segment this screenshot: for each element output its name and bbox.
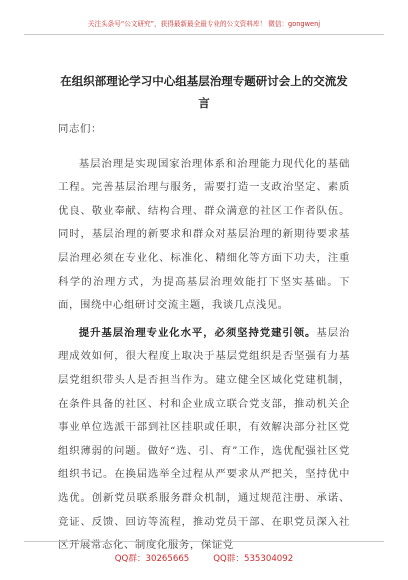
footer <box>24 541 384 564</box>
salutation: 同志们： <box>58 123 102 135</box>
paragraph-heading: 提升基层治理专业化水平，必须坚持党建引领。 <box>78 326 317 339</box>
paragraph-intro-text: 基层治理是实现国家治理体系和治理能力现代化的基础工程。完善基层治理与服务，需要打造一支政治坚定、素质优良、敬业奉献、结构合理、群众满意的社区工作者队伍。同时，基层治理的新要求和群众对基层治理的新期待要求基层治理必须在专业化、标准化、精细化等方面下功夫，注重科学的治理方式，为提高基层治理效能打下坚实基础。下面，围绕中心组研讨交流主题，我谈几点浅见。 <box>58 157 350 312</box>
footer-qq-group-2: QQ群：535304092 <box>213 554 294 564</box>
footer-qq-group-1: QQ群：30265665 <box>114 554 190 564</box>
paragraph-party-leadership <box>58 322 350 558</box>
document-title: 在组织部理论学习中心组基层治理专题研讨会上的交流发言 <box>60 74 348 110</box>
document-body <box>58 118 350 558</box>
paragraph-intro <box>58 153 350 318</box>
header-banner: 关注头条号“公文研究”，获得最新最全最专业的公文资料库！ 微信：gongwenj <box>24 14 384 35</box>
paragraph-party-leadership-text: 基层治理成效如何，很大程度上取决于基层党组织是否坚强有力基层党组织带头人是否担当作为。建立健全区域化党建机制，在条件具备的社区、村和企业成立联合党支部，推动机关企事业单位选派干部到社区挂职或任职，有效解决部分社区党组织薄弱的问题。做好“选、引、育”工作，选优配强社区党组织书记。在换届选举全过程从严要求从严把关，坚持优中选优。创新党员联系服务群众机制，通过规范注册、承诺、竞证、反馈、回访等流程，推动党员干部、在职党员深入社区开展常态化、制度化服务，保证党 <box>58 326 350 552</box>
